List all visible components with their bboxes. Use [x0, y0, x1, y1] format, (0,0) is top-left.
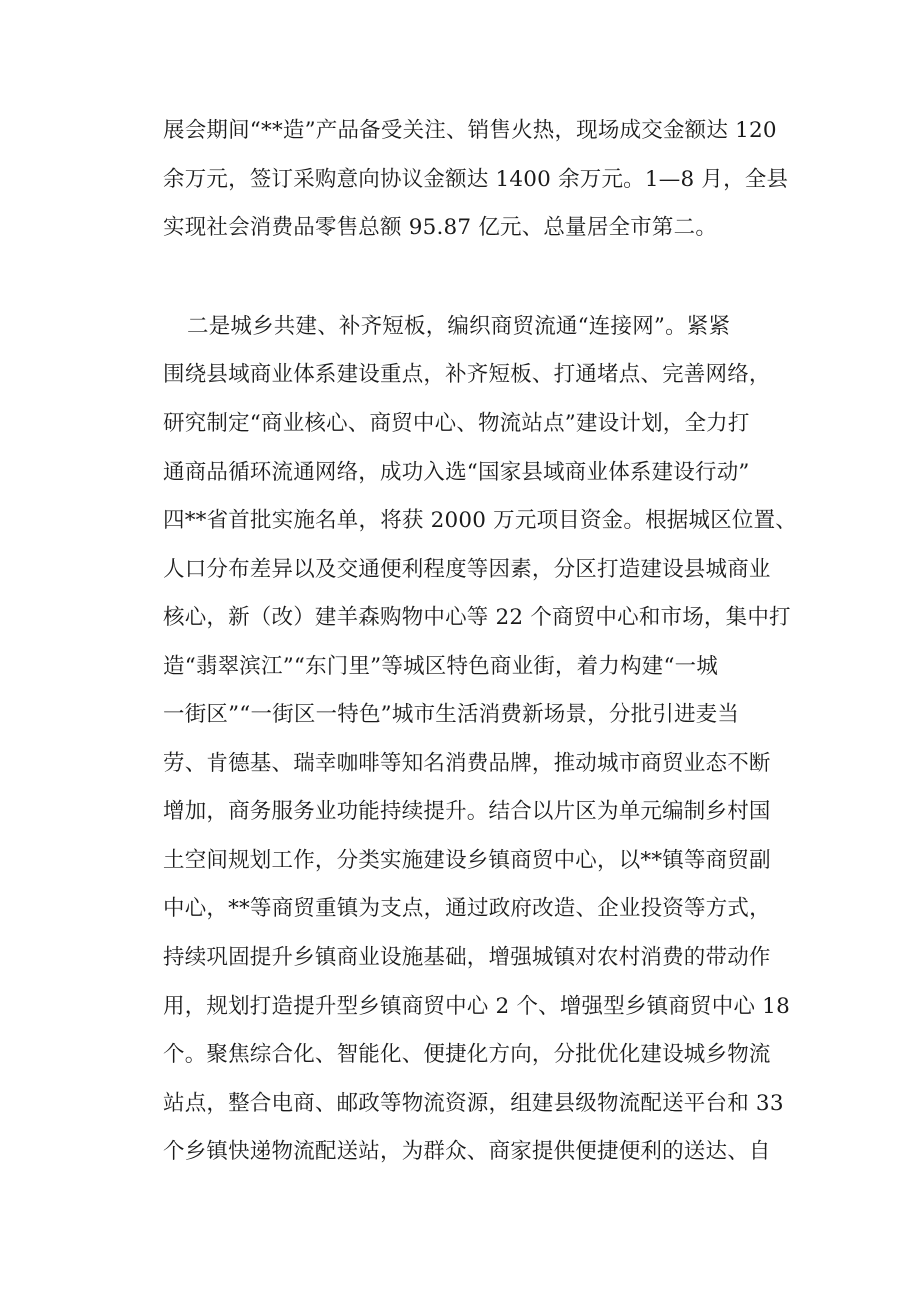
- paragraph-2-line-13: 中心，**等商贸重镇为支点，通过政府改造、企业投资等方式，: [163, 896, 771, 921]
- paragraph-2-line-2: 围绕县域商业体系建设重点，补齐短板、打通堵点、完善网络，: [163, 362, 771, 387]
- paragraph-2-line-11: 增加，商务服务业功能持续提升。结合以片区为单元编制乡村国: [163, 799, 771, 824]
- paragraph-2-line-9: 一街区”“一街区一特色”城市生活消费新场景，分批引进麦当: [163, 702, 740, 727]
- paragraph-2-line-3: 研究制定“商业核心、商贸中心、物流站点”建设计划，全力打: [163, 411, 750, 436]
- paragraph-2-line-12: 土空间规划工作，分类实施建设乡镇商贸中心，以**镇等商贸副: [163, 848, 771, 873]
- paragraph-2-line-5: 四**省首批实施名单，将获 2000 万元项目资金。根据城区位置、: [163, 508, 797, 533]
- paragraph-2-line-6: 人口分布差异以及交通便利程度等因素，分区打造建设县城商业: [163, 557, 771, 582]
- paragraph-2-line-15: 用，规划打造提升型乡镇商贸中心 2 个、增强型乡镇商贸中心 18: [163, 994, 790, 1019]
- paragraph-2-line-8: 造“翡翠滨江”“东门里”等城区特色商业街，着力构建“一城: [163, 654, 719, 679]
- paragraph-2-line-4: 通商品循环流通网络，成功入选“国家县域商业体系建设行动”: [163, 460, 750, 485]
- paragraph-2-line-16: 个。聚焦综合化、智能化、便捷化方向，分批优化建设城乡物流: [163, 1042, 771, 1067]
- paragraph-2-line-18: 个乡镇快递物流配送站，为群众、商家提供便捷便利的送达、自: [163, 1139, 771, 1164]
- paragraph-2-line-10: 劳、肯德基、瑞幸咖啡等知名消费品牌，推动城市商贸业态不断: [163, 751, 771, 776]
- paragraph-1-line-3: 实现社会消费品零售总额 95.87 亿元、总量居全市第二。: [163, 215, 718, 240]
- paragraph-2-line-17: 站点，整合电商、邮政等物流资源，组建县级物流配送平台和 33: [163, 1091, 784, 1116]
- paragraph-1-line-2: 余万元，签订采购意向协议金额达 1400 余万元。1—8 月，全县: [163, 167, 789, 192]
- paragraph-1-line-1: 展会期间“**造”产品备受关注、销售火热，现场成交金额达 120: [163, 118, 777, 143]
- paragraph-2-line-1: 二是城乡共建、补齐短板，编织商贸流通“连接网”。紧紧: [187, 314, 731, 339]
- paragraph-2-line-7: 核心，新（改）建羊森购物中心等 22 个商贸中心和市场，集中打: [163, 605, 791, 630]
- paragraph-2-line-14: 持续巩固提升乡镇商业设施基础，增强城镇对农村消费的带动作: [163, 945, 771, 970]
